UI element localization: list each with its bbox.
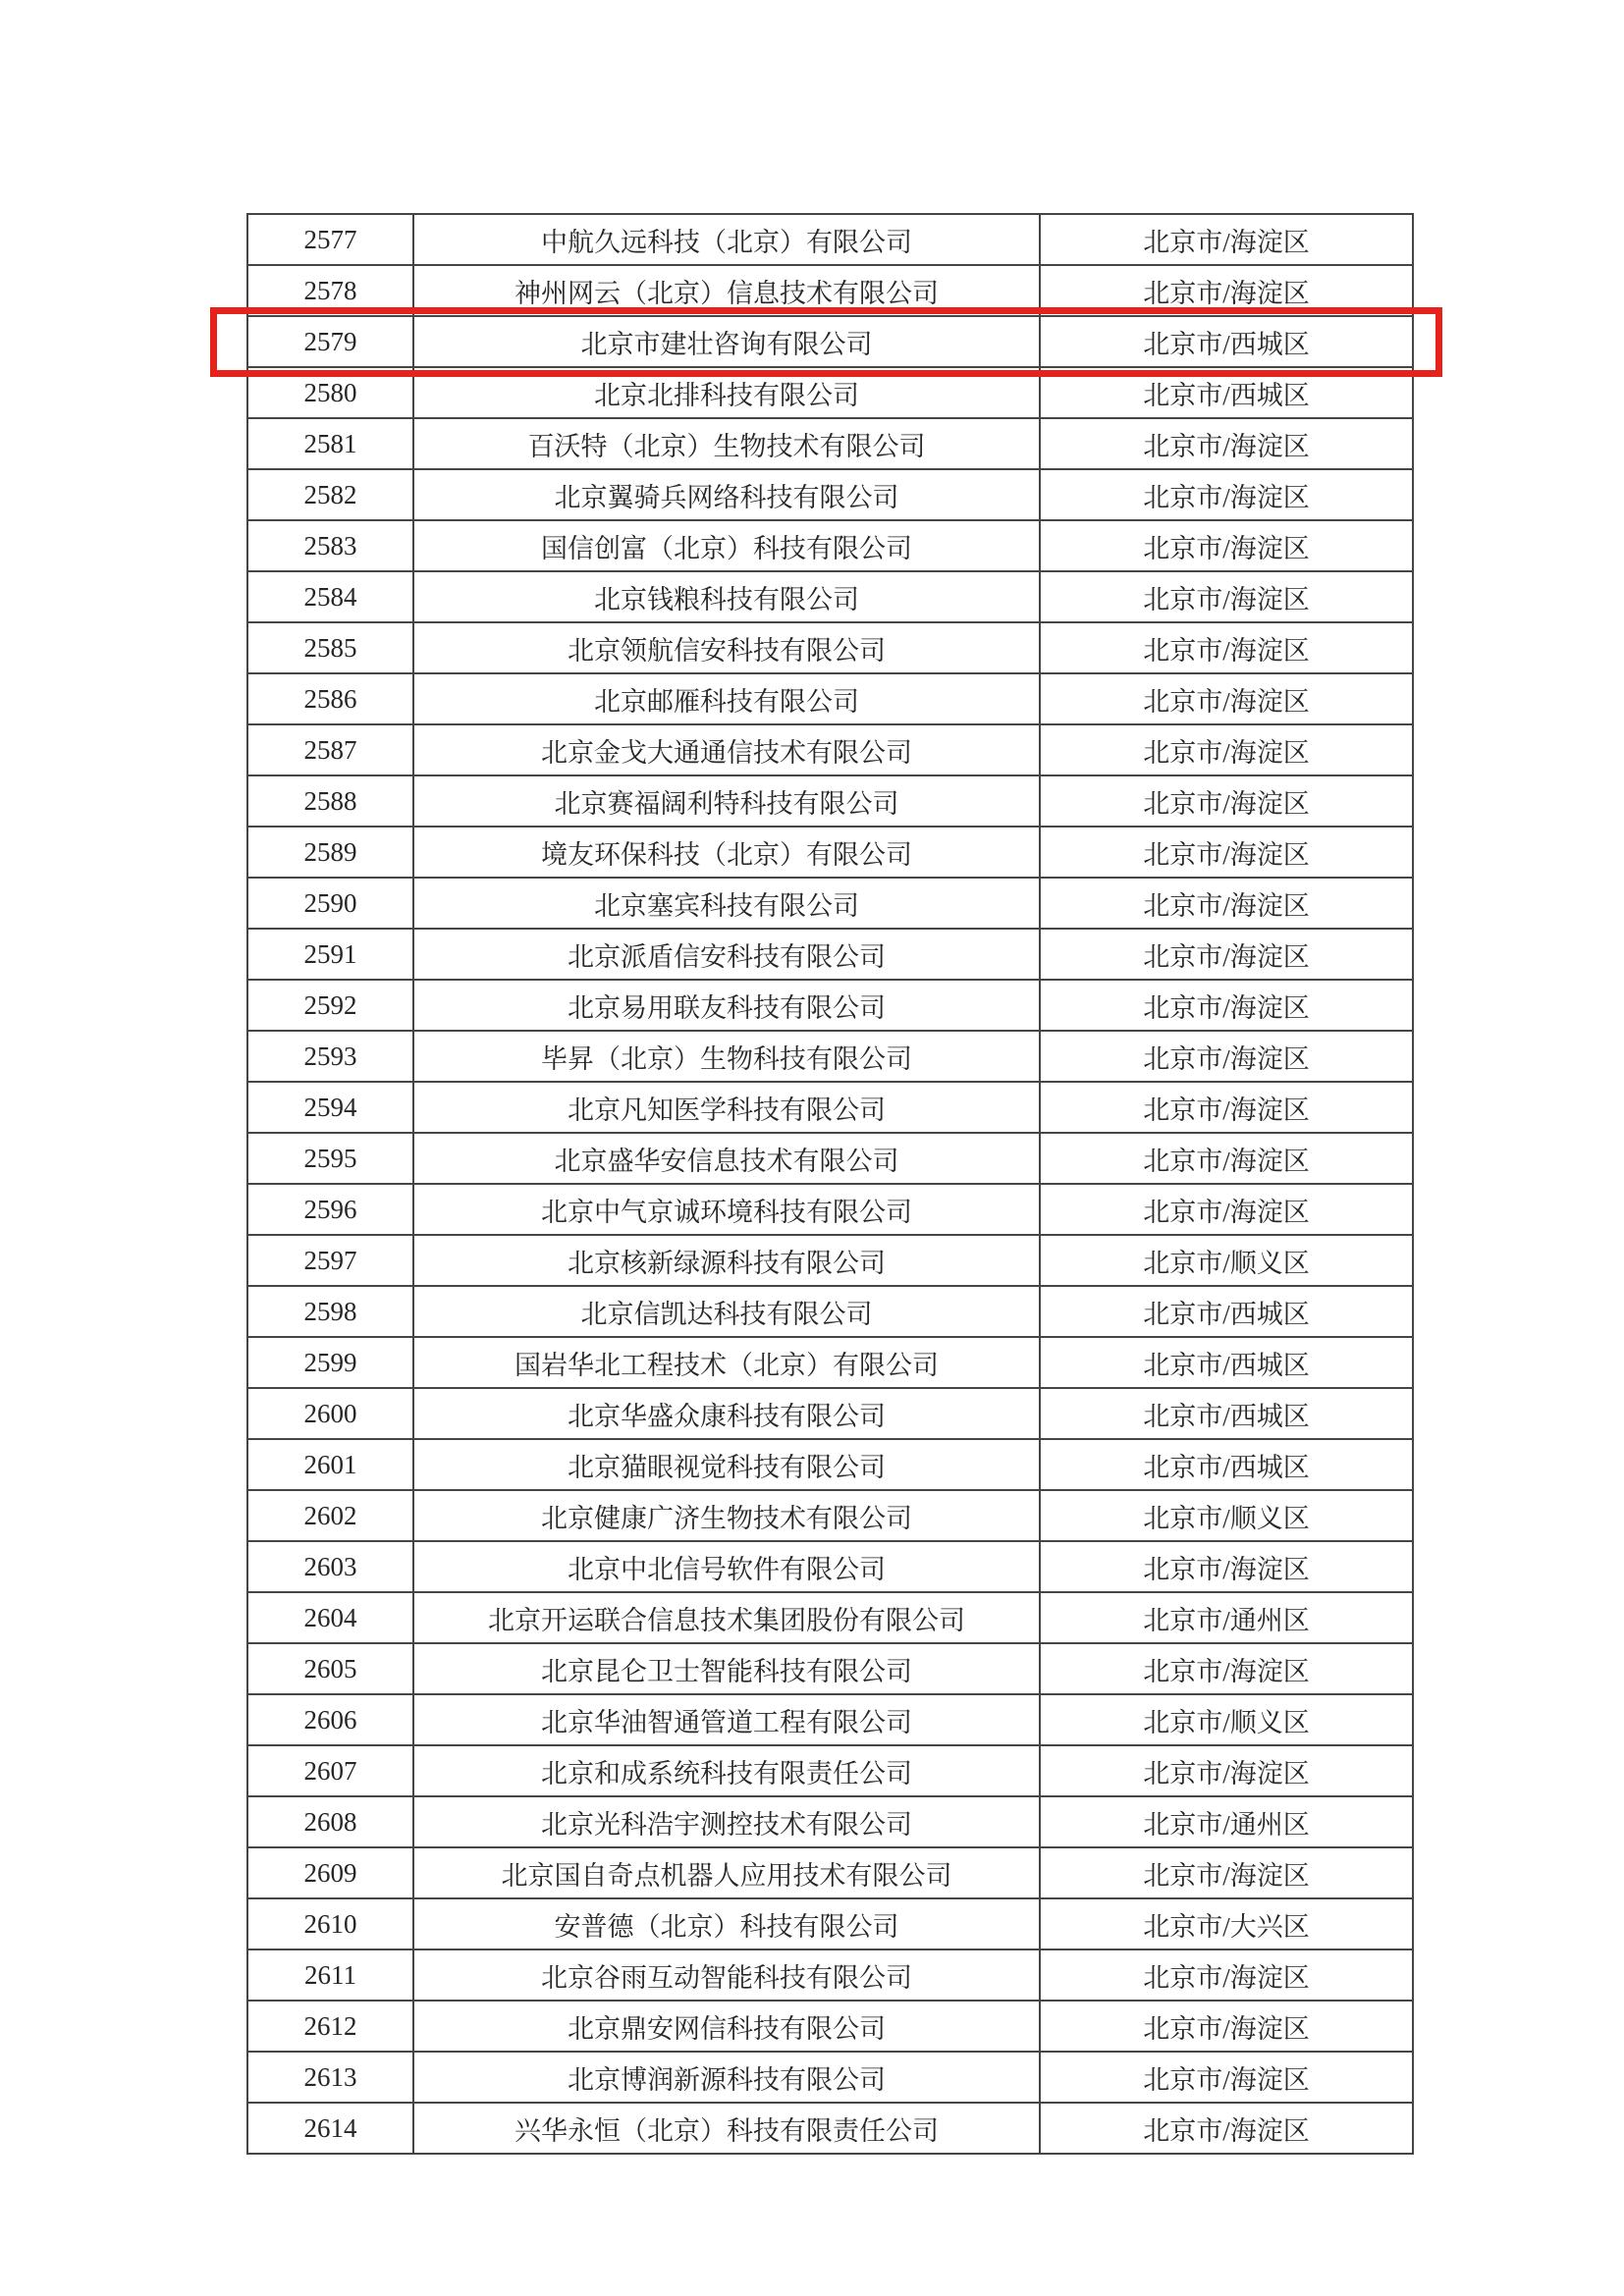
serial-cell: 2613 xyxy=(247,2052,413,2103)
location-cell: 北京市/西城区 xyxy=(1040,316,1413,367)
serial-cell: 2607 xyxy=(247,1745,413,1796)
serial-cell: 2606 xyxy=(247,1694,413,1745)
table-row xyxy=(247,929,1413,980)
table-row xyxy=(247,1694,1413,1745)
location-cell: 北京市/海淀区 xyxy=(1040,2001,1413,2052)
table-row xyxy=(247,1949,1413,2001)
location-cell: 北京市/海淀区 xyxy=(1040,1847,1413,1898)
serial-cell: 2590 xyxy=(247,878,413,929)
serial-cell: 2587 xyxy=(247,724,413,775)
serial-cell: 2597 xyxy=(247,1235,413,1286)
table-row xyxy=(247,1490,1413,1541)
table-row xyxy=(247,418,1413,469)
serial-cell: 2604 xyxy=(247,1592,413,1643)
table-row xyxy=(247,724,1413,775)
location-cell: 北京市/海淀区 xyxy=(1040,1541,1413,1592)
serial-cell: 2614 xyxy=(247,2103,413,2154)
serial-cell: 2592 xyxy=(247,980,413,1031)
company-name-cell: 北京易用联友科技有限公司 xyxy=(413,980,1040,1031)
table-row xyxy=(247,1082,1413,1133)
table-container xyxy=(246,213,1406,2155)
location-cell: 北京市/海淀区 xyxy=(1040,214,1413,265)
location-cell: 北京市/海淀区 xyxy=(1040,827,1413,878)
serial-cell: 2601 xyxy=(247,1439,413,1490)
company-name-cell: 北京中气京诚环境科技有限公司 xyxy=(413,1184,1040,1235)
table-row xyxy=(247,571,1413,622)
table-row xyxy=(247,1388,1413,1439)
location-cell: 北京市/顺义区 xyxy=(1040,1235,1413,1286)
serial-cell: 2609 xyxy=(247,1847,413,1898)
serial-cell: 2577 xyxy=(247,214,413,265)
serial-cell: 2608 xyxy=(247,1796,413,1847)
table-row xyxy=(247,1133,1413,1184)
company-name-cell: 中航久远科技（北京）有限公司 xyxy=(413,214,1040,265)
table-row xyxy=(247,1031,1413,1082)
table-row xyxy=(247,1898,1413,1949)
serial-cell: 2580 xyxy=(247,367,413,418)
serial-cell: 2581 xyxy=(247,418,413,469)
company-name-cell: 北京赛福阔利特科技有限公司 xyxy=(413,775,1040,827)
company-name-cell: 北京博润新源科技有限公司 xyxy=(413,2052,1040,2103)
company-name-cell: 北京钱粮科技有限公司 xyxy=(413,571,1040,622)
serial-cell: 2594 xyxy=(247,1082,413,1133)
serial-cell: 2586 xyxy=(247,673,413,724)
location-cell: 北京市/海淀区 xyxy=(1040,1949,1413,2001)
table-row xyxy=(247,1643,1413,1694)
company-name-cell: 北京塞宾科技有限公司 xyxy=(413,878,1040,929)
location-cell: 北京市/海淀区 xyxy=(1040,1082,1413,1133)
location-cell: 北京市/通州区 xyxy=(1040,1592,1413,1643)
serial-cell: 2591 xyxy=(247,929,413,980)
serial-cell: 2596 xyxy=(247,1184,413,1235)
company-name-cell: 境友环保科技（北京）有限公司 xyxy=(413,827,1040,878)
table-row xyxy=(247,878,1413,929)
table-row xyxy=(247,775,1413,827)
table-row xyxy=(247,980,1413,1031)
table-row xyxy=(247,367,1413,418)
company-name-cell: 北京华油智通管道工程有限公司 xyxy=(413,1694,1040,1745)
table-row xyxy=(247,1235,1413,1286)
location-cell: 北京市/海淀区 xyxy=(1040,929,1413,980)
company-name-cell: 神州网云（北京）信息技术有限公司 xyxy=(413,265,1040,316)
company-name-cell: 北京和成系统科技有限责任公司 xyxy=(413,1745,1040,1796)
table-row xyxy=(247,1592,1413,1643)
location-cell: 北京市/通州区 xyxy=(1040,1796,1413,1847)
company-name-cell: 北京翼骑兵网络科技有限公司 xyxy=(413,469,1040,520)
location-cell: 北京市/海淀区 xyxy=(1040,1643,1413,1694)
location-cell: 北京市/西城区 xyxy=(1040,1286,1413,1337)
table-row xyxy=(247,214,1413,265)
serial-cell: 2584 xyxy=(247,571,413,622)
location-cell: 北京市/海淀区 xyxy=(1040,1745,1413,1796)
location-cell: 北京市/顺义区 xyxy=(1040,1694,1413,1745)
company-name-cell: 安普德（北京）科技有限公司 xyxy=(413,1898,1040,1949)
location-cell: 北京市/西城区 xyxy=(1040,1388,1413,1439)
location-cell: 北京市/海淀区 xyxy=(1040,1133,1413,1184)
serial-cell: 2585 xyxy=(247,622,413,673)
table-row xyxy=(247,1439,1413,1490)
company-name-cell: 北京健康广济生物技术有限公司 xyxy=(413,1490,1040,1541)
location-cell: 北京市/海淀区 xyxy=(1040,622,1413,673)
location-cell: 北京市/海淀区 xyxy=(1040,2103,1413,2154)
table-row xyxy=(247,827,1413,878)
serial-cell: 2588 xyxy=(247,775,413,827)
location-cell: 北京市/海淀区 xyxy=(1040,1031,1413,1082)
serial-cell: 2578 xyxy=(247,265,413,316)
location-cell: 北京市/西城区 xyxy=(1040,1337,1413,1388)
company-name-cell: 北京市建壮咨询有限公司 xyxy=(413,316,1040,367)
company-name-cell: 北京猫眼视觉科技有限公司 xyxy=(413,1439,1040,1490)
serial-cell: 2611 xyxy=(247,1949,413,2001)
serial-cell: 2589 xyxy=(247,827,413,878)
table-row xyxy=(247,2052,1413,2103)
table-row xyxy=(247,2001,1413,2052)
company-name-cell: 兴华永恒（北京）科技有限责任公司 xyxy=(413,2103,1040,2154)
serial-cell: 2602 xyxy=(247,1490,413,1541)
table-row xyxy=(247,1541,1413,1592)
company-name-cell: 北京鼎安网信科技有限公司 xyxy=(413,2001,1040,2052)
location-cell: 北京市/海淀区 xyxy=(1040,571,1413,622)
location-cell: 北京市/海淀区 xyxy=(1040,673,1413,724)
location-cell: 北京市/海淀区 xyxy=(1040,418,1413,469)
location-cell: 北京市/海淀区 xyxy=(1040,775,1413,827)
table-row xyxy=(247,1796,1413,1847)
company-name-cell: 北京开运联合信息技术集团股份有限公司 xyxy=(413,1592,1040,1643)
serial-cell: 2579 xyxy=(247,316,413,367)
location-cell: 北京市/大兴区 xyxy=(1040,1898,1413,1949)
serial-cell: 2610 xyxy=(247,1898,413,1949)
company-name-cell: 北京谷雨互动智能科技有限公司 xyxy=(413,1949,1040,2001)
location-cell: 北京市/海淀区 xyxy=(1040,724,1413,775)
location-cell: 北京市/海淀区 xyxy=(1040,469,1413,520)
location-cell: 北京市/顺义区 xyxy=(1040,1490,1413,1541)
serial-cell: 2598 xyxy=(247,1286,413,1337)
company-name-cell: 北京领航信安科技有限公司 xyxy=(413,622,1040,673)
company-name-cell: 北京华盛众康科技有限公司 xyxy=(413,1388,1040,1439)
table-row xyxy=(247,1184,1413,1235)
company-name-cell: 国岩华北工程技术（北京）有限公司 xyxy=(413,1337,1040,1388)
location-cell: 北京市/海淀区 xyxy=(1040,878,1413,929)
table-row xyxy=(247,1286,1413,1337)
company-name-cell: 北京盛华安信息技术有限公司 xyxy=(413,1133,1040,1184)
location-cell: 北京市/海淀区 xyxy=(1040,980,1413,1031)
location-cell: 北京市/海淀区 xyxy=(1040,265,1413,316)
company-name-cell: 毕昇（北京）生物科技有限公司 xyxy=(413,1031,1040,1082)
company-name-cell: 北京金戈大通通信技术有限公司 xyxy=(413,724,1040,775)
company-name-cell: 北京光科浩宇测控技术有限公司 xyxy=(413,1796,1040,1847)
company-name-cell: 北京核新绿源科技有限公司 xyxy=(413,1235,1040,1286)
location-cell: 北京市/西城区 xyxy=(1040,367,1413,418)
serial-cell: 2593 xyxy=(247,1031,413,1082)
table-row xyxy=(247,1337,1413,1388)
company-name-cell: 北京凡知医学科技有限公司 xyxy=(413,1082,1040,1133)
company-name-cell: 北京昆仑卫士智能科技有限公司 xyxy=(413,1643,1040,1694)
table-row xyxy=(247,1847,1413,1898)
table-row xyxy=(247,265,1413,316)
company-table xyxy=(246,213,1414,2155)
location-cell: 北京市/海淀区 xyxy=(1040,1184,1413,1235)
table-row xyxy=(247,622,1413,673)
company-table-body xyxy=(247,214,1413,2154)
company-name-cell: 北京北排科技有限公司 xyxy=(413,367,1040,418)
serial-cell: 2605 xyxy=(247,1643,413,1694)
serial-cell: 2599 xyxy=(247,1337,413,1388)
company-name-cell: 北京邮雁科技有限公司 xyxy=(413,673,1040,724)
table-row xyxy=(247,2103,1413,2154)
company-name-cell: 北京派盾信安科技有限公司 xyxy=(413,929,1040,980)
serial-cell: 2600 xyxy=(247,1388,413,1439)
serial-cell: 2583 xyxy=(247,520,413,571)
company-name-cell: 国信创富（北京）科技有限公司 xyxy=(413,520,1040,571)
table-row xyxy=(247,673,1413,724)
company-name-cell: 北京信凯达科技有限公司 xyxy=(413,1286,1040,1337)
table-row xyxy=(247,1745,1413,1796)
table-row xyxy=(247,469,1413,520)
company-name-cell: 百沃特（北京）生物技术有限公司 xyxy=(413,418,1040,469)
location-cell: 北京市/海淀区 xyxy=(1040,2052,1413,2103)
location-cell: 北京市/海淀区 xyxy=(1040,520,1413,571)
company-name-cell: 北京国自奇点机器人应用技术有限公司 xyxy=(413,1847,1040,1898)
serial-cell: 2582 xyxy=(247,469,413,520)
table-row xyxy=(247,316,1413,367)
location-cell: 北京市/西城区 xyxy=(1040,1439,1413,1490)
table-row xyxy=(247,520,1413,571)
company-name-cell: 北京中北信号软件有限公司 xyxy=(413,1541,1040,1592)
serial-cell: 2595 xyxy=(247,1133,413,1184)
serial-cell: 2603 xyxy=(247,1541,413,1592)
serial-cell: 2612 xyxy=(247,2001,413,2052)
